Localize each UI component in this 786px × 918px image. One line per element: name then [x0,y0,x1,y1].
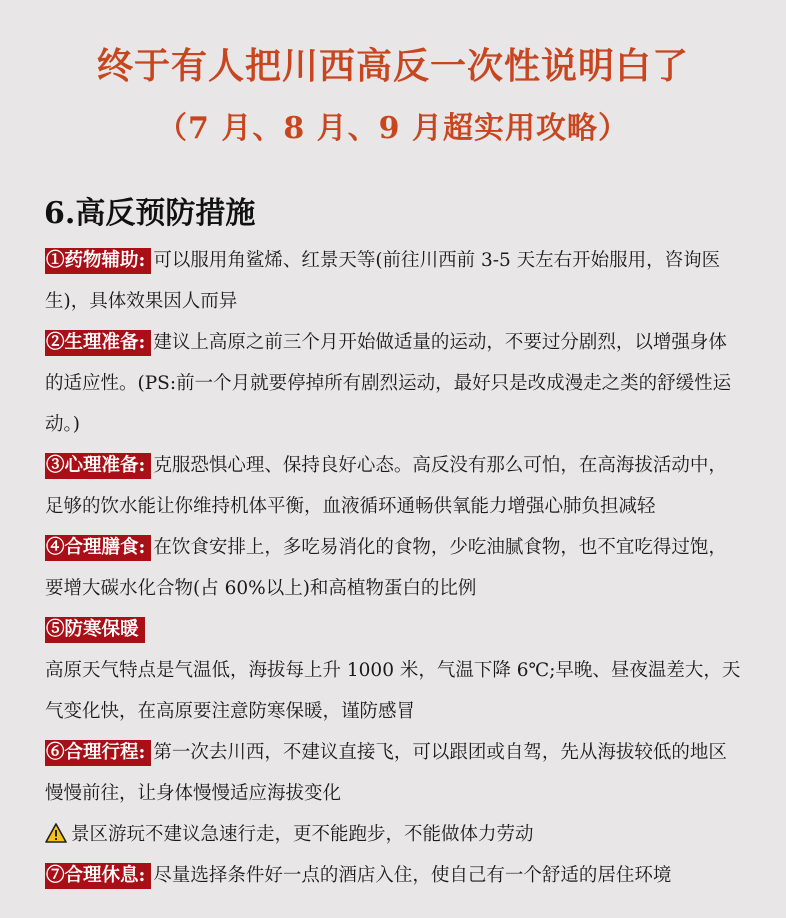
article-body [45,240,745,896]
item-label: ⑤防寒保暖 [45,617,145,643]
item-text: 建议上高原之前三个月开始做适量的运动，不要过分剧烈，以增强身体的适应性。(PS:前一个月就要停掉所有剧烈运动，最好只是改成漫走之类的舒缓性运动。) [45,332,732,435]
item-label: ⑥合理行程: [45,740,151,766]
page-subtitle: （7 月、8 月、9 月超实用攻略） [157,111,629,146]
item-label: ③心理准备: [45,453,151,479]
section-heading: 6.高反预防措施 [44,196,256,231]
item-rest [45,855,745,896]
item-mental-prep [45,445,745,527]
item-physical-prep [45,322,745,445]
item-text: 在饮食安排上，多吃易消化的食物，少吃油腻食物，也不宜吃得过饱，要增大碳水化合物(占 60%以上)和高植物蛋白的比例 [45,537,727,599]
item-warmth-label [45,609,745,650]
warning-text: 景区游玩不建议急速行走，更不能跑步，不能做体力劳动 [71,824,534,845]
page-title: 终于有人把川西高反一次性说明白了 [96,45,689,87]
item-diet [45,527,745,609]
item-label: ②生理准备: [45,330,151,356]
item-text: 可以服用角鲨烯、红景天等(前往川西前 3-5 天左右开始服用，咨询医生)，具体效果因人而异 [45,250,721,312]
item-text: 高原天气特点是气温低，海拔每上升 1000 米，气温下降 6℃;早晚、昼夜温差大，天气变化快，在高原要注意防寒保暖，谨防感冒 [45,660,741,722]
item-label: ⑦合理休息: [45,863,151,889]
item-itinerary [45,732,745,814]
item-warmth-text [45,650,745,732]
warning-icon [45,823,67,843]
item-label: ④合理膳食: [45,535,151,561]
warning-note [45,814,745,855]
item-label: ①药物辅助: [45,248,151,274]
item-medication [45,240,745,322]
item-text: 克服恐惧心理、保持良好心态。高反没有那么可怕，在高海拔活动中，足够的饮水能让你维持机体平衡，血液循环通畅供氧能力增强心肺负担减轻 [45,455,727,517]
item-text: 尽量选择条件好一点的酒店入住，使自己有一个舒适的居住环境 [153,865,672,886]
item-text: 第一次去川西，不建议直接飞，可以跟团或自驾，先从海拔较低的地区慢慢前往，让身体慢慢适应海拔变化 [45,742,727,804]
